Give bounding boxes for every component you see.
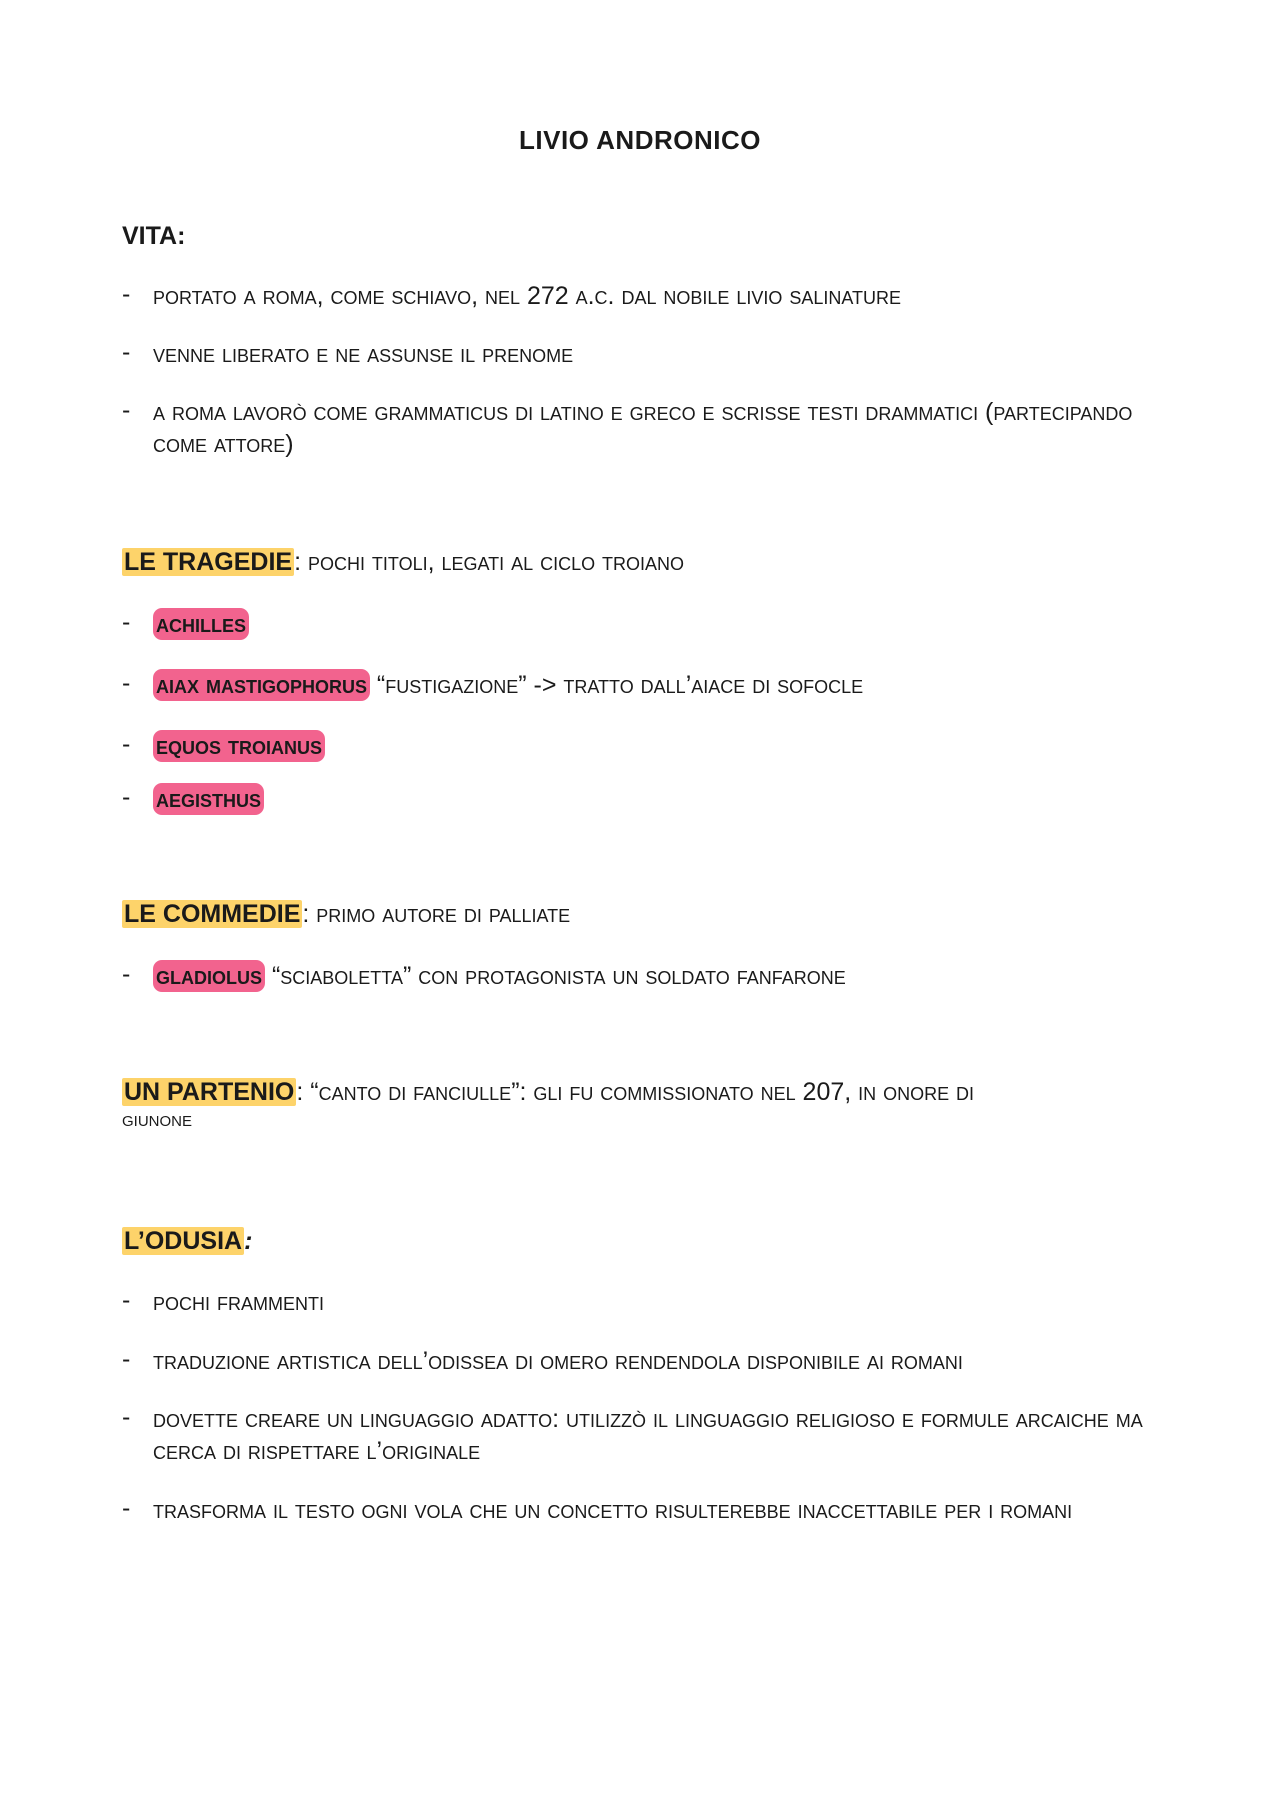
partenio-desc: : “canto di fanciulle”: gli fu commissionato nel 207, in onore di — [296, 1078, 975, 1106]
bullet-dash: - — [122, 280, 131, 308]
bullet-dash: - — [122, 1403, 131, 1431]
work-desc: “fustigazione” -> tratto dall’aiace di sofocle — [369, 671, 864, 699]
work-title: gladiolus — [153, 960, 265, 992]
work-title: achilles — [153, 608, 249, 640]
partenio-section — [122, 1078, 1162, 1133]
partenio-desc-continued: giunone — [122, 1108, 193, 1131]
bullet-dash: - — [122, 730, 131, 758]
vita-heading: VITA: — [122, 222, 186, 250]
commedie-heading: LE COMMEDIE — [124, 900, 301, 928]
bullet-dash: - — [122, 608, 131, 636]
tragedie-desc: : pochi titoli, legati al ciclo troiano — [294, 548, 685, 576]
odusia-item-text: traduzione artistica dell’odissea di omero rendendola disponibile ai romani — [153, 1347, 963, 1375]
bullet-dash: - — [122, 338, 131, 366]
odusia-colon: : — [244, 1227, 253, 1255]
bullet-dash: - — [122, 783, 131, 811]
bullet-dash: - — [122, 1286, 131, 1314]
document-title: LIVIO ANDRONICO — [519, 125, 761, 155]
bullet-dash: - — [122, 669, 131, 697]
tragedie-heading: LE TRAGEDIE — [124, 548, 293, 576]
tragedie-section-header — [122, 548, 1162, 577]
work-title: equos troianus — [153, 730, 325, 762]
bullet-dash: - — [122, 960, 131, 988]
work-desc: “sciaboletta” con protagonista un soldato fanfarone — [265, 962, 846, 990]
odusia-item-text: pochi frammenti — [153, 1288, 324, 1316]
vita-item-text: a roma lavorò come grammaticus di latino e greco e scrisse testi drammatici (partecipando come attore) — [153, 398, 1133, 458]
work-title: aegisthus — [153, 783, 264, 815]
odusia-item-text: trasforma il testo ogni vola che un concetto risulterebbe inaccettabile per i romani — [153, 1496, 1073, 1524]
bullet-dash: - — [122, 1345, 131, 1373]
odusia-section-header — [122, 1227, 1162, 1256]
commedie-section-header — [122, 900, 1162, 929]
vita-item-text: venne liberato e ne assunse il prenome — [153, 340, 574, 368]
work-title: aiax mastigophorus — [153, 669, 370, 701]
odusia-heading: L’ODUSIA — [124, 1227, 243, 1255]
bullet-dash: - — [122, 1494, 131, 1522]
partenio-heading: UN PARTENIO — [124, 1078, 295, 1106]
commedie-desc: : primo autore di palliate — [302, 900, 571, 928]
vita-item-text: portato a roma, come schiavo, nel 272 a.c. dal nobile livio salinature — [153, 282, 902, 310]
bullet-dash: - — [122, 396, 131, 424]
odusia-item-text: dovette creare un linguaggio adatto: utilizzò il linguaggio religioso e formule arcaiche ma cerca di rispettare l’originale — [153, 1405, 1143, 1465]
